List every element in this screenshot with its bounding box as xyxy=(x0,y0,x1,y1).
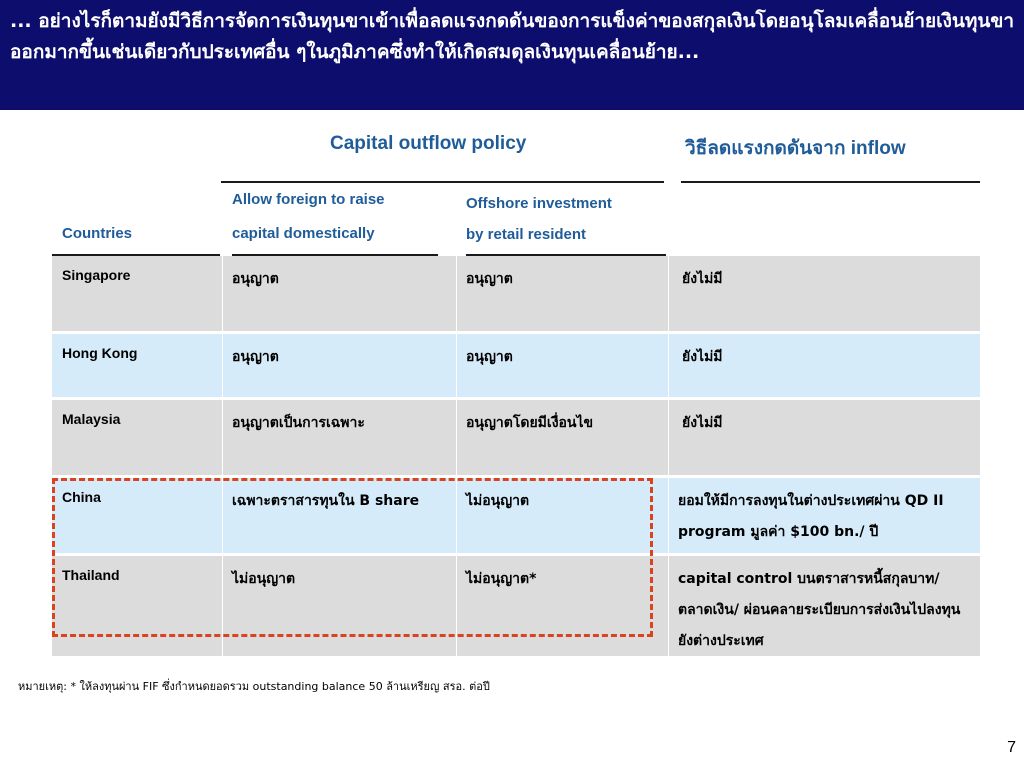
cell-offshore: อนุญาตโดยมีเงื่อนไข xyxy=(466,415,594,431)
cell-inflow: capital control บนตราสารหนี้สกุลบาท/ ตลาดเงิน/ ผ่อนคลายระเบียบการส่งเงินไปลงทุนยังต่างประเทศ xyxy=(678,571,961,649)
inflow-group-rule xyxy=(681,181,980,183)
header-countries: Countries xyxy=(62,225,133,242)
slide-title: ... อย่างไรก็ตามยังมีวิธีการจัดการเงินทุนขาเข้าเพื่อลดแรงกดดันของการแข็งค่าของสกุลเงินโดยอนุโลมเคลื่อนย้ายเงินทุนขาออกมากขึ้นเช่นเดียวกับประเทศอื่น ๆในภูมิภาคซึ่งทำให้เกิดสมดุลเงินทุนเคลื่อนย้าย... xyxy=(10,10,1015,63)
cell-inflow: ยังไม่มี xyxy=(682,415,723,431)
title-bar xyxy=(0,0,1024,110)
header-offshore-line2: by retail resident xyxy=(466,226,587,243)
cell-inflow: ยังไม่มี xyxy=(682,349,723,365)
cell-country: Hong Kong xyxy=(62,345,138,361)
cell-allow-foreign: อนุญาตเป็นการเฉพาะ xyxy=(232,415,365,431)
cell-offshore: ไม่อนุญาต xyxy=(466,493,530,509)
cell-allow-foreign: อนุญาต xyxy=(232,271,279,287)
cell-allow-foreign: ไม่อนุญาต xyxy=(232,571,296,587)
header-allow-foreign-line2: capital domestically xyxy=(232,225,375,242)
cell-inflow: ยอมให้มีการลงทุนในต่างประเทศผ่าน QD II program มูลค่า $100 bn./ ปี xyxy=(678,493,944,540)
table-row-hong-kong xyxy=(52,334,980,397)
table-row-singapore xyxy=(52,256,980,331)
header-allow-foreign-line1: Allow foreign to raise xyxy=(232,191,385,208)
cell-country: Singapore xyxy=(62,267,131,283)
header-inflow-methods: วิธีลดแรงกดดันจาก inflow xyxy=(685,138,906,159)
header-capital-outflow-policy: Capital outflow policy xyxy=(330,133,527,154)
cell-offshore: อนุญาต xyxy=(466,349,513,365)
header-offshore-line1: Offshore investment xyxy=(466,195,612,212)
footnote: หมายเหตุ: * ให้ลงทุนผ่าน FIF ซึ่งกำหนดยอดรวม outstanding balance 50 ล้านเหรียญ สรอ. ต่อปี xyxy=(18,680,490,693)
table-row-malaysia xyxy=(52,400,980,475)
cell-allow-foreign: เฉพาะตราสารทุนใน B share xyxy=(232,493,420,509)
cell-country: China xyxy=(62,489,101,505)
cell-offshore: อนุญาต xyxy=(466,271,513,287)
highlight-box xyxy=(52,478,653,637)
cell-offshore: ไม่อนุญาต* xyxy=(466,571,537,587)
cell-country: Malaysia xyxy=(62,411,121,427)
cell-allow-foreign: อนุญาต xyxy=(232,349,279,365)
cell-country: Thailand xyxy=(62,567,120,583)
outflow-group-rule xyxy=(221,181,664,183)
cell-inflow: ยังไม่มี xyxy=(682,271,723,287)
page-number: 7 xyxy=(1007,739,1016,756)
